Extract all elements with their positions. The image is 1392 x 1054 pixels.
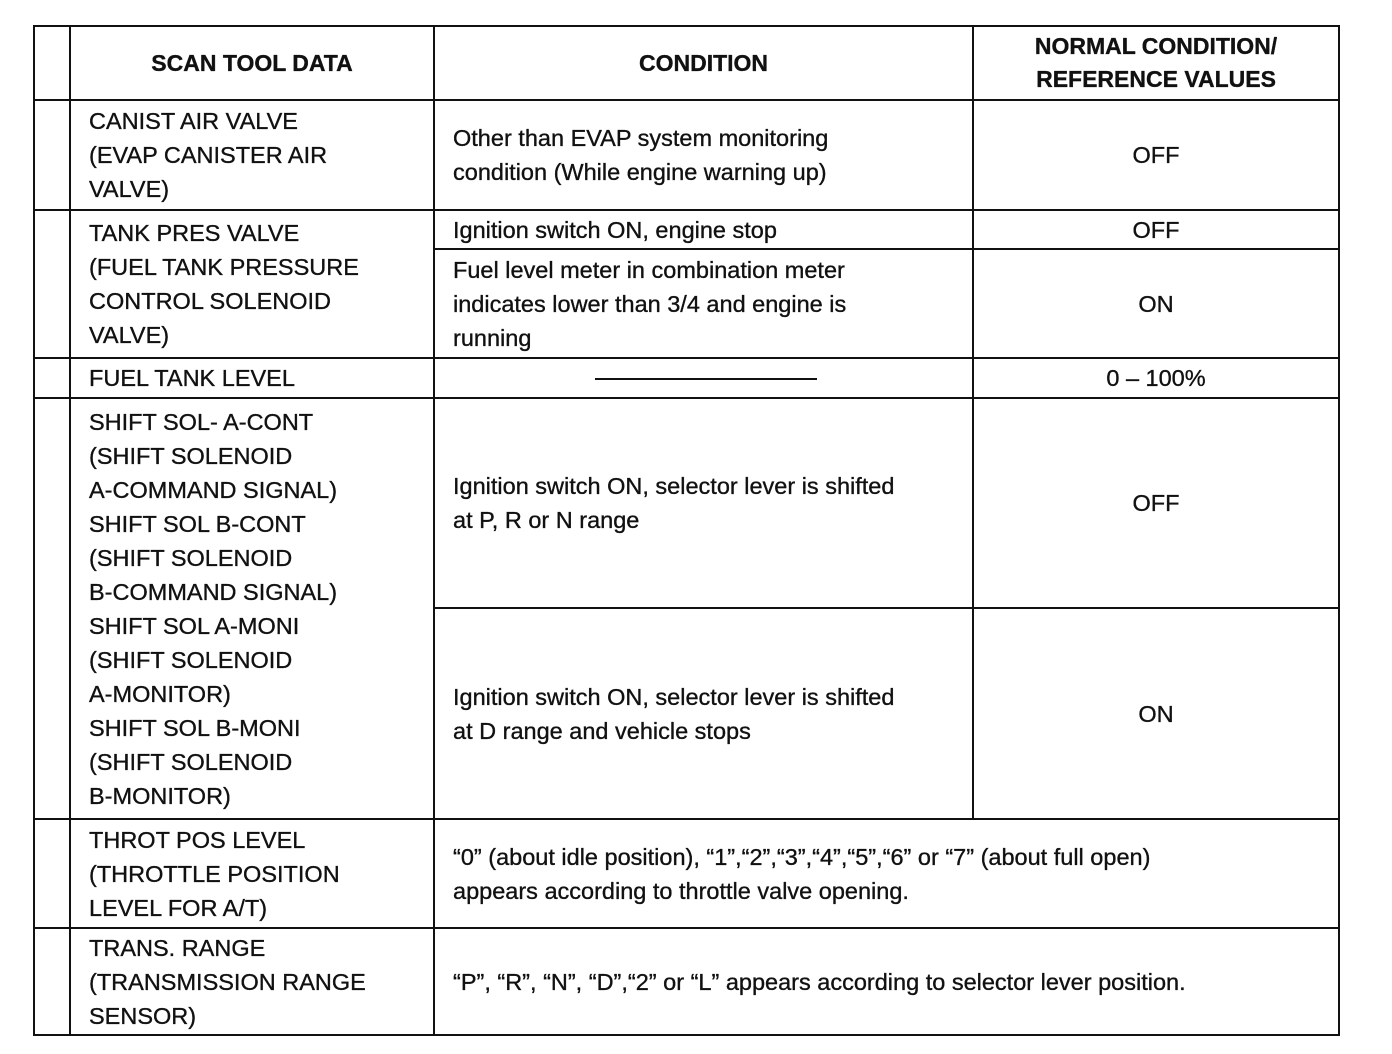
item-line: (TRANSMISSION RANGE [89,968,366,995]
no-condition-dash [595,378,817,380]
item-cell [70,928,434,1035]
condition-line: at D range and vehicle stops [453,717,751,744]
item-line: (SHIFT SOLENOID [89,748,293,775]
item-line: THROT POS LEVEL [89,826,306,853]
table-row-throt [34,819,1339,928]
condition-line: Other than EVAP system monitoring [453,125,829,151]
blank-cell [34,210,70,358]
item-line: (THROTTLE POSITION [89,860,340,887]
condition-line: at P, R or N range [453,507,640,533]
item-line: SHIFT SOL B-CONT [89,510,306,537]
item-line: SHIFT SOL A-MONI [89,612,300,639]
condition-line: Ignition switch ON, selector lever is shifted [453,473,895,499]
condition-line: Fuel level meter in combination meter [453,256,845,283]
condition-line: “0” (about idle position), “1”,“2”,“3”,“4”,“5”,“6” or “7” (about full open) [453,843,1151,870]
value-cell: ON [973,608,1339,819]
item-line: CANIST AIR VALVE [89,108,298,134]
blank-cell [34,819,70,928]
value-cell: OFF [973,100,1339,210]
blank-cell [34,358,70,398]
item-line: (SHIFT SOLENOID [89,544,293,571]
blank-cell [34,100,70,210]
condition-cell [434,249,973,358]
condition-line: condition (While engine warning up) [453,159,827,185]
value-cell: OFF [973,210,1339,249]
item-line: (EVAP CANISTER AIR [89,142,328,168]
item-line: A-MONITOR) [89,680,231,707]
condition-line: running [453,324,532,351]
table-row-canist [34,100,1339,210]
scan-tool-data-table [33,25,1340,1036]
header-row [34,26,1339,100]
condition-cell [434,608,973,819]
header-scan-tool-data: SCAN TOOL DATA [70,26,434,100]
table-row-trans [34,928,1339,1035]
item-line: VALVE) [89,322,170,348]
condition-cell [434,100,973,210]
item-line: (SHIFT SOLENOID [89,442,293,469]
item-line: (FUEL TANK PRESSURE [89,254,359,280]
item-line: CONTROL SOLENOID [89,288,331,314]
item-line: TANK PRES VALVE [89,220,300,246]
item-line: SHIFT SOL B-MONI [89,714,301,741]
condition-cell: Ignition switch ON, engine stop [434,210,973,249]
condition-line: indicates lower than 3/4 and engine is [453,290,847,317]
condition-cell [434,398,973,608]
item-line: SENSOR) [89,1002,197,1029]
item-cell [70,398,434,819]
table-row-fuel-level [34,358,1339,398]
condition-line: Ignition switch ON, selector lever is shifted [453,683,895,710]
item-cell: FUEL TANK LEVEL [70,358,434,398]
item-line: TRANS. RANGE [89,934,266,961]
header-normal-line1: NORMAL CONDITION/ [1034,33,1278,59]
item-line: VALVE) [89,176,170,202]
item-line: SHIFT SOL- A-CONT [89,408,314,435]
blank-cell [34,398,70,819]
item-line: A-COMMAND SIGNAL) [89,476,338,503]
item-cell [70,100,434,210]
item-line: LEVEL FOR A/T) [89,894,268,921]
condition-cell [434,358,973,398]
item-line: B-MONITOR) [89,782,231,809]
condition-cell [434,819,1339,928]
blank-cell [34,928,70,1035]
blank-header-cell [34,26,70,100]
item-cell [70,819,434,928]
value-cell: ON [973,249,1339,358]
item-cell [70,210,434,358]
item-line: B-COMMAND SIGNAL) [89,578,338,605]
condition-cell: “P”, “R”, “N”, “D”,“2” or “L” appears according to selector lever position. [434,928,1339,1035]
condition-line: appears according to throttle valve opening. [453,877,909,904]
table-row-shift-sol-a [34,398,1339,608]
table-row-tank-pres-a [34,210,1339,249]
value-cell: 0 – 100% [973,358,1339,398]
item-line: (SHIFT SOLENOID [89,646,293,673]
header-normal-values [973,26,1339,100]
header-condition: CONDITION [434,26,973,100]
value-cell: OFF [973,398,1339,608]
header-normal-line2: REFERENCE VALUES [1036,66,1276,92]
